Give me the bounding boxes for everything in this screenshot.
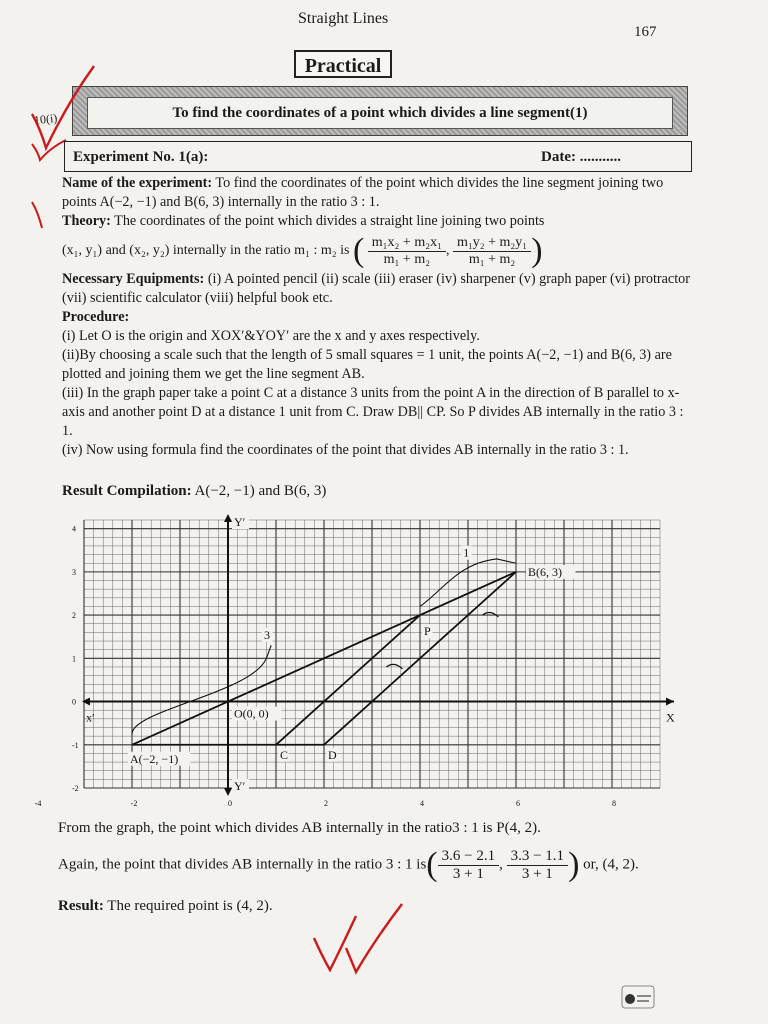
procedure-step: (i) Let O is the origin and XOX′&YOY′ are the x and y axes respectively. [62,328,480,344]
equip-label: Necessary Equipments: [62,271,205,287]
date-label: Date: ........... [541,149,621,165]
again-tail: or, (4, 2). [583,856,639,873]
label-x-right: X [666,710,675,725]
x-tick-label: 8 [612,799,616,808]
page-number: 167 [634,24,657,40]
again-y-num: 3.3 − 1.1 [507,848,568,866]
formula-x-num: m₁x₂ + m₂x₁ [368,235,446,252]
theory-label: Theory: [62,213,111,229]
y-tick-label: 1 [72,654,76,664]
label-c: C [280,747,289,762]
procedure-step: (iii) In the graph paper take a point C at a distance 3 units from the point A in the direction of B parallel to x-axis and another point D at a distance 1 unit from C. Draw DB|| CP. So P divides AB internally in the ratio 3 : 1. [62,385,684,439]
name-text: To find the coordinates of the point which divides the line segment joining two points A(−2, −1) and B(6, 3) internally in the ratio 3 : 1. [62,175,664,210]
y-tick-label: -2 [72,784,79,793]
section-box: Practical [294,50,392,78]
formula-x-den: m₁ + m₂ [383,251,431,267]
x-tick-label: -4 [34,799,42,808]
x-tick-label: 2 [324,799,328,808]
y-tick-label: 0 [72,697,76,707]
again-x-den: 3 + 1 [452,865,484,882]
procedure [62,308,694,460]
formula-y [453,235,531,268]
experiment-box [64,141,692,172]
y-tick-label: 3 [72,567,76,577]
again-x-num: 3.6 − 2.1 [438,848,499,866]
from-graph-text: From the graph, the point which divides AB internally in the ratio3 : 1 is P(4, 2). [58,820,541,836]
label-d: D [328,747,337,762]
label-origin: O(0, 0) [234,706,269,721]
banner-title: To find the coordinates of a point which divides a line segment(1) [87,97,673,129]
label-y-bottom: Y′ [234,779,246,793]
label-x-left: x′ [86,710,95,725]
x-axis-arrow [666,698,674,706]
x-tick-label: 6 [516,799,520,808]
label-y-top: Y′ [234,515,246,529]
again-formula: Again, the point that divides AB internally in the ratio 3 : 1 is( $\frac{3.6 - 2.1}{3 + 1}$ , $\frac{3.3 - 1.1}{3 + 1}$ ) or, (4, 2). [58,846,639,883]
graph-figure [34,512,680,812]
y-tick-label: -1 [72,740,79,750]
x-tick-label: 4 [420,799,424,808]
again-x [438,848,499,883]
name-label: Name of the experiment: [62,175,213,191]
theory-text: The coordinates of the point which divides a straight line joining two points [110,213,545,229]
theory-formula: (x₁, y₁) and (x₂, y₂) internally in the ratio m₁ : m₂ is ( $\frac{\text{m₁x₂ + m₂x₁}}{\text{m₁ + m₂}}$ , $\frac{\text{m₁y₂ + m₂y₁}}{\text{m₁ + m₂}}$ ) [62,232,543,269]
label-seg1: 1 [463,545,470,560]
check-mark-bottom [306,898,416,978]
label-p: P [424,624,431,639]
formula-x [368,235,446,268]
label-seg3: 3 [264,627,270,642]
again-lead: Again, the point that divides AB internally in the ratio 3 : 1 is [58,856,427,873]
label-b: B(6, 3) [528,564,562,579]
result-text: The required point is (4, 2). [103,898,273,914]
formula-lead: (x₁, y₁) and (x₂, y₂) internally in the ratio m₁ : m₂ is [62,243,350,259]
label-a: A(−2, −1) [130,751,179,766]
result-comp-label: Result Compilation: [62,483,192,499]
y-tick-label: 2 [72,611,76,621]
formula-y-den: m₁ + m₂ [468,251,516,267]
again-y-den: 3 + 1 [521,865,553,882]
experiment-name [62,174,694,212]
procedure-step: (iv) Now using formula find the coordinates of the point that divides AB internally in the ratio 3 : 1. [62,442,629,458]
equipments [62,270,694,308]
y-axis-arrow [224,514,232,522]
again-y [507,848,568,883]
experiment-label: Experiment No. 1(a): [73,149,209,165]
theory [62,212,694,231]
y-axis-arrow-down [224,788,232,796]
x-tick-label: -2 [130,799,138,808]
experiment-banner [72,86,688,136]
section-number: 10(i) [33,110,58,128]
angle-arc-p [386,664,402,669]
x-tick-label: 0 [228,799,232,808]
procedure-step: (ii)By choosing a scale such that the length of 5 small squares = 1 unit, the points A(−2, −1) and B(6, 3) are plotted and joining them we get the line segment AB. [62,347,672,382]
graph-svg [34,512,680,812]
line-cp [276,615,420,745]
result-comp-text: A(−2, −1) and B(6, 3) [191,483,327,499]
y-tick-label: 4 [72,524,76,534]
equip-text: (i) A pointed pencil (ii) scale (iii) eraser (iv) sharpener (v) graph paper (vi) protractor (vii) scientific calculator (viii) helpful book etc. [62,271,690,306]
running-title: Straight Lines [298,10,389,27]
procedure-label: Procedure: [62,309,130,325]
x-axis-arrow-left [82,698,90,706]
formula-y-num: m₁y₂ + m₂y₁ [453,235,531,252]
result-compilation [62,482,694,501]
result-label: Result: [58,898,104,914]
scanner-logo [620,984,656,1010]
